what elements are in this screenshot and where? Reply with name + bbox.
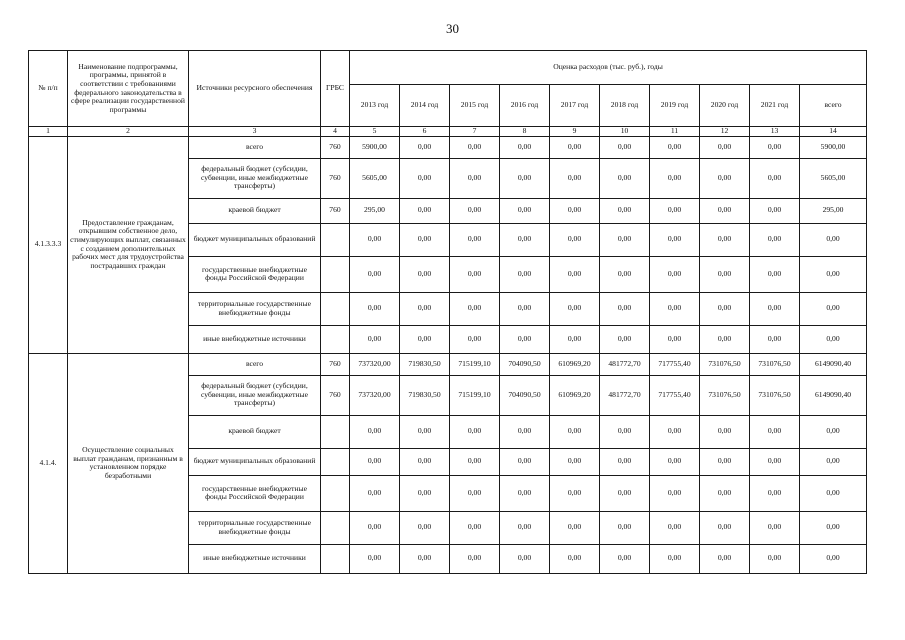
funding-source: бюджет муниципальных образований — [189, 223, 321, 256]
expense-value: 0,00 — [350, 448, 400, 475]
expense-value: 0,00 — [350, 544, 400, 573]
expense-value: 0,00 — [700, 511, 750, 544]
expense-value: 0,00 — [650, 256, 700, 292]
expense-value: 0,00 — [600, 136, 650, 158]
column-number: 9 — [550, 127, 600, 137]
expense-value: 0,00 — [400, 415, 450, 448]
expense-value: 0,00 — [750, 158, 800, 198]
expense-value: 731076,50 — [750, 353, 800, 375]
expense-value: 0,00 — [750, 223, 800, 256]
expense-value: 0,00 — [350, 325, 400, 353]
expense-value: 6149090,40 — [800, 375, 867, 415]
column-number: 2 — [68, 127, 189, 137]
funding-source: государственные внебюджетные фонды Российской Федерации — [189, 475, 321, 511]
expense-value: 0,00 — [550, 475, 600, 511]
expense-value: 481772,70 — [600, 375, 650, 415]
grbs-code — [321, 325, 350, 353]
expense-value: 0,00 — [350, 292, 400, 325]
expense-value: 719830,50 — [400, 353, 450, 375]
expense-value: 481772,70 — [600, 353, 650, 375]
expense-value: 0,00 — [400, 448, 450, 475]
expense-value: 0,00 — [450, 415, 500, 448]
expense-value: 5605,00 — [800, 158, 867, 198]
table-row — [29, 353, 867, 375]
expense-value: 0,00 — [800, 415, 867, 448]
expense-value: 5900,00 — [350, 136, 400, 158]
section-name: Осуществление социальных выплат гражданам, признанным в установленном порядке безработными — [68, 353, 189, 573]
expense-value: 0,00 — [600, 256, 650, 292]
grbs-code — [321, 448, 350, 475]
expense-value: 0,00 — [700, 198, 750, 223]
expense-value: 0,00 — [350, 415, 400, 448]
expense-value: 6149090,40 — [800, 353, 867, 375]
funding-source: бюджет муниципальных образований — [189, 448, 321, 475]
expense-value: 0,00 — [500, 325, 550, 353]
expense-value: 5900,00 — [800, 136, 867, 158]
expense-value: 0,00 — [650, 136, 700, 158]
expense-value: 0,00 — [700, 544, 750, 573]
grbs-code: 760 — [321, 353, 350, 375]
funding-source: всего — [189, 353, 321, 375]
expense-value: 0,00 — [600, 448, 650, 475]
expense-value: 0,00 — [550, 448, 600, 475]
expense-value: 0,00 — [450, 158, 500, 198]
expense-value: 610969,20 — [550, 375, 600, 415]
expense-value: 610969,20 — [550, 353, 600, 375]
expense-value: 0,00 — [550, 325, 600, 353]
expense-value: 0,00 — [600, 292, 650, 325]
funding-source: краевой бюджет — [189, 415, 321, 448]
expense-value: 0,00 — [600, 325, 650, 353]
grbs-code — [321, 223, 350, 256]
expense-value: 0,00 — [450, 475, 500, 511]
expense-value: 0,00 — [600, 511, 650, 544]
expense-value: 0,00 — [500, 292, 550, 325]
expense-value: 0,00 — [400, 198, 450, 223]
header-grbs: ГРБС — [321, 51, 350, 127]
expense-value: 0,00 — [750, 256, 800, 292]
expense-value: 0,00 — [350, 256, 400, 292]
funding-source: территориальные государственные внебюджетные фонды — [189, 511, 321, 544]
expense-value: 0,00 — [700, 292, 750, 325]
grbs-code: 760 — [321, 158, 350, 198]
expense-value: 0,00 — [700, 256, 750, 292]
header-name: Наименование подпрограммы, программы, принятой в соответствии с требованиями федерального законодательства в сфере реализации государственной программы — [68, 51, 189, 127]
expense-value: 704090,50 — [500, 375, 550, 415]
expense-value: 0,00 — [400, 475, 450, 511]
expense-value: 0,00 — [450, 325, 500, 353]
column-number: 6 — [400, 127, 450, 137]
expense-value: 0,00 — [500, 223, 550, 256]
expense-value: 0,00 — [800, 223, 867, 256]
expense-value: 0,00 — [400, 256, 450, 292]
header-year: 2016 год — [500, 85, 550, 127]
expense-value: 0,00 — [650, 415, 700, 448]
grbs-code — [321, 292, 350, 325]
expense-value: 0,00 — [400, 158, 450, 198]
expense-value: 0,00 — [650, 223, 700, 256]
expense-value: 0,00 — [450, 198, 500, 223]
column-number: 14 — [800, 127, 867, 137]
section-code: 4.1.4. — [29, 353, 68, 573]
expense-value: 0,00 — [550, 511, 600, 544]
expense-value: 737320,00 — [350, 353, 400, 375]
expense-value: 0,00 — [550, 158, 600, 198]
expense-value: 0,00 — [600, 198, 650, 223]
expense-value: 0,00 — [550, 292, 600, 325]
expense-value: 0,00 — [650, 544, 700, 573]
expense-value: 0,00 — [500, 136, 550, 158]
expense-value: 295,00 — [800, 198, 867, 223]
expense-value: 0,00 — [400, 544, 450, 573]
expense-value: 0,00 — [500, 511, 550, 544]
expense-value: 719830,50 — [400, 375, 450, 415]
grbs-code — [321, 256, 350, 292]
expense-value: 5605,00 — [350, 158, 400, 198]
funding-source: всего — [189, 136, 321, 158]
expense-value: 731076,50 — [750, 375, 800, 415]
header-year: 2020 год — [700, 85, 750, 127]
column-number: 5 — [350, 127, 400, 137]
expense-value: 0,00 — [750, 325, 800, 353]
expense-value: 0,00 — [500, 198, 550, 223]
expense-value: 717755,40 — [650, 375, 700, 415]
expense-value: 0,00 — [600, 475, 650, 511]
header-year: 2017 год — [550, 85, 600, 127]
header-year: 2019 год — [650, 85, 700, 127]
expense-value: 0,00 — [450, 511, 500, 544]
funding-source: иные внебюджетные источники — [189, 544, 321, 573]
expense-value: 0,00 — [350, 511, 400, 544]
expense-value: 0,00 — [750, 544, 800, 573]
budget-table — [28, 50, 867, 574]
column-number: 13 — [750, 127, 800, 137]
expense-value: 0,00 — [500, 158, 550, 198]
expense-value: 0,00 — [700, 158, 750, 198]
section-name: Предоставление гражданам, открывшим собственное дело, стимулирующих выплат, связанных с созданием дополнительных рабочих мест для трудоустройства пострадавших граждан — [68, 136, 189, 353]
expense-value: 0,00 — [750, 415, 800, 448]
expense-value: 0,00 — [350, 475, 400, 511]
expense-value: 0,00 — [650, 325, 700, 353]
expense-value: 0,00 — [450, 223, 500, 256]
expense-value: 0,00 — [450, 292, 500, 325]
expense-value: 0,00 — [650, 448, 700, 475]
expense-value: 0,00 — [550, 544, 600, 573]
expense-value: 0,00 — [750, 292, 800, 325]
header-year: 2015 год — [450, 85, 500, 127]
expense-value: 715199,10 — [450, 353, 500, 375]
expense-value: 0,00 — [400, 136, 450, 158]
column-number: 7 — [450, 127, 500, 137]
expense-value: 0,00 — [700, 136, 750, 158]
expense-value: 0,00 — [500, 544, 550, 573]
header-num: № п/п — [29, 51, 68, 127]
grbs-code — [321, 511, 350, 544]
header-estimate: Оценка расходов (тыс. руб.), годы — [350, 51, 867, 85]
header-year: 2013 год — [350, 85, 400, 127]
expense-value: 0,00 — [700, 325, 750, 353]
expense-value: 0,00 — [650, 158, 700, 198]
expense-value: 0,00 — [500, 256, 550, 292]
expense-value: 0,00 — [650, 511, 700, 544]
table-row — [29, 136, 867, 158]
expense-value: 0,00 — [450, 448, 500, 475]
column-number: 11 — [650, 127, 700, 137]
expense-value: 0,00 — [800, 511, 867, 544]
grbs-code: 760 — [321, 136, 350, 158]
expense-value: 0,00 — [750, 511, 800, 544]
page-number: 30 — [446, 21, 459, 36]
section-code: 4.1.3.3.3 — [29, 136, 68, 353]
column-number: 4 — [321, 127, 350, 137]
header-source: Источники ресурсного обеспечения — [189, 51, 321, 127]
header-year: 2014 год — [400, 85, 450, 127]
column-number: 1 — [29, 127, 68, 137]
expense-value: 0,00 — [650, 475, 700, 511]
expense-value: 0,00 — [500, 475, 550, 511]
expense-value: 731076,50 — [700, 375, 750, 415]
expense-value: 0,00 — [550, 136, 600, 158]
expense-value: 0,00 — [550, 223, 600, 256]
grbs-code — [321, 415, 350, 448]
expense-value: 0,00 — [600, 158, 650, 198]
expense-value: 717755,40 — [650, 353, 700, 375]
grbs-code: 760 — [321, 375, 350, 415]
header-year: всего — [800, 85, 867, 127]
expense-value: 0,00 — [400, 511, 450, 544]
expense-value: 0,00 — [700, 448, 750, 475]
expense-value: 0,00 — [450, 544, 500, 573]
expense-value: 737320,00 — [350, 375, 400, 415]
expense-value: 704090,50 — [500, 353, 550, 375]
funding-source: краевой бюджет — [189, 198, 321, 223]
expense-value: 715199,10 — [450, 375, 500, 415]
funding-source: территориальные государственные внебюджетные фонды — [189, 292, 321, 325]
expense-value: 0,00 — [550, 198, 600, 223]
expense-value: 0,00 — [450, 256, 500, 292]
expense-value: 0,00 — [550, 256, 600, 292]
expense-value: 0,00 — [750, 198, 800, 223]
expense-value: 0,00 — [800, 256, 867, 292]
expense-value: 0,00 — [400, 292, 450, 325]
grbs-code — [321, 544, 350, 573]
column-number: 10 — [600, 127, 650, 137]
expense-value: 0,00 — [700, 475, 750, 511]
header-year: 2018 год — [600, 85, 650, 127]
expense-value: 731076,50 — [700, 353, 750, 375]
expense-value: 0,00 — [750, 475, 800, 511]
expense-value: 0,00 — [600, 223, 650, 256]
expense-value: 0,00 — [800, 325, 867, 353]
funding-source: федеральный бюджет (субсидии, субвенции, иные межбюджетные трансферты) — [189, 375, 321, 415]
funding-source: иные внебюджетные источники — [189, 325, 321, 353]
expense-value: 0,00 — [750, 136, 800, 158]
expense-value: 0,00 — [800, 475, 867, 511]
expense-value: 0,00 — [400, 223, 450, 256]
grbs-code: 760 — [321, 198, 350, 223]
expense-value: 0,00 — [800, 544, 867, 573]
expense-value: 0,00 — [650, 292, 700, 325]
expense-value: 0,00 — [550, 415, 600, 448]
expense-value: 0,00 — [650, 198, 700, 223]
funding-source: государственные внебюджетные фонды Российской Федерации — [189, 256, 321, 292]
grbs-code — [321, 475, 350, 511]
table-body — [29, 136, 867, 573]
expense-value: 0,00 — [600, 415, 650, 448]
expense-value: 0,00 — [500, 415, 550, 448]
expense-value: 0,00 — [400, 325, 450, 353]
header-year: 2021 год — [750, 85, 800, 127]
expense-value: 0,00 — [700, 415, 750, 448]
expense-value: 0,00 — [800, 292, 867, 325]
expense-value: 0,00 — [750, 448, 800, 475]
column-number: 12 — [700, 127, 750, 137]
table-header — [29, 51, 867, 137]
expense-value: 295,00 — [350, 198, 400, 223]
column-number: 8 — [500, 127, 550, 137]
expense-value: 0,00 — [350, 223, 400, 256]
expense-value: 0,00 — [600, 544, 650, 573]
expense-value: 0,00 — [450, 136, 500, 158]
expense-value: 0,00 — [800, 448, 867, 475]
expense-value: 0,00 — [700, 223, 750, 256]
column-number: 3 — [189, 127, 321, 137]
expense-value: 0,00 — [500, 448, 550, 475]
funding-source: федеральный бюджет (субсидии, субвенции, иные межбюджетные трансферты) — [189, 158, 321, 198]
